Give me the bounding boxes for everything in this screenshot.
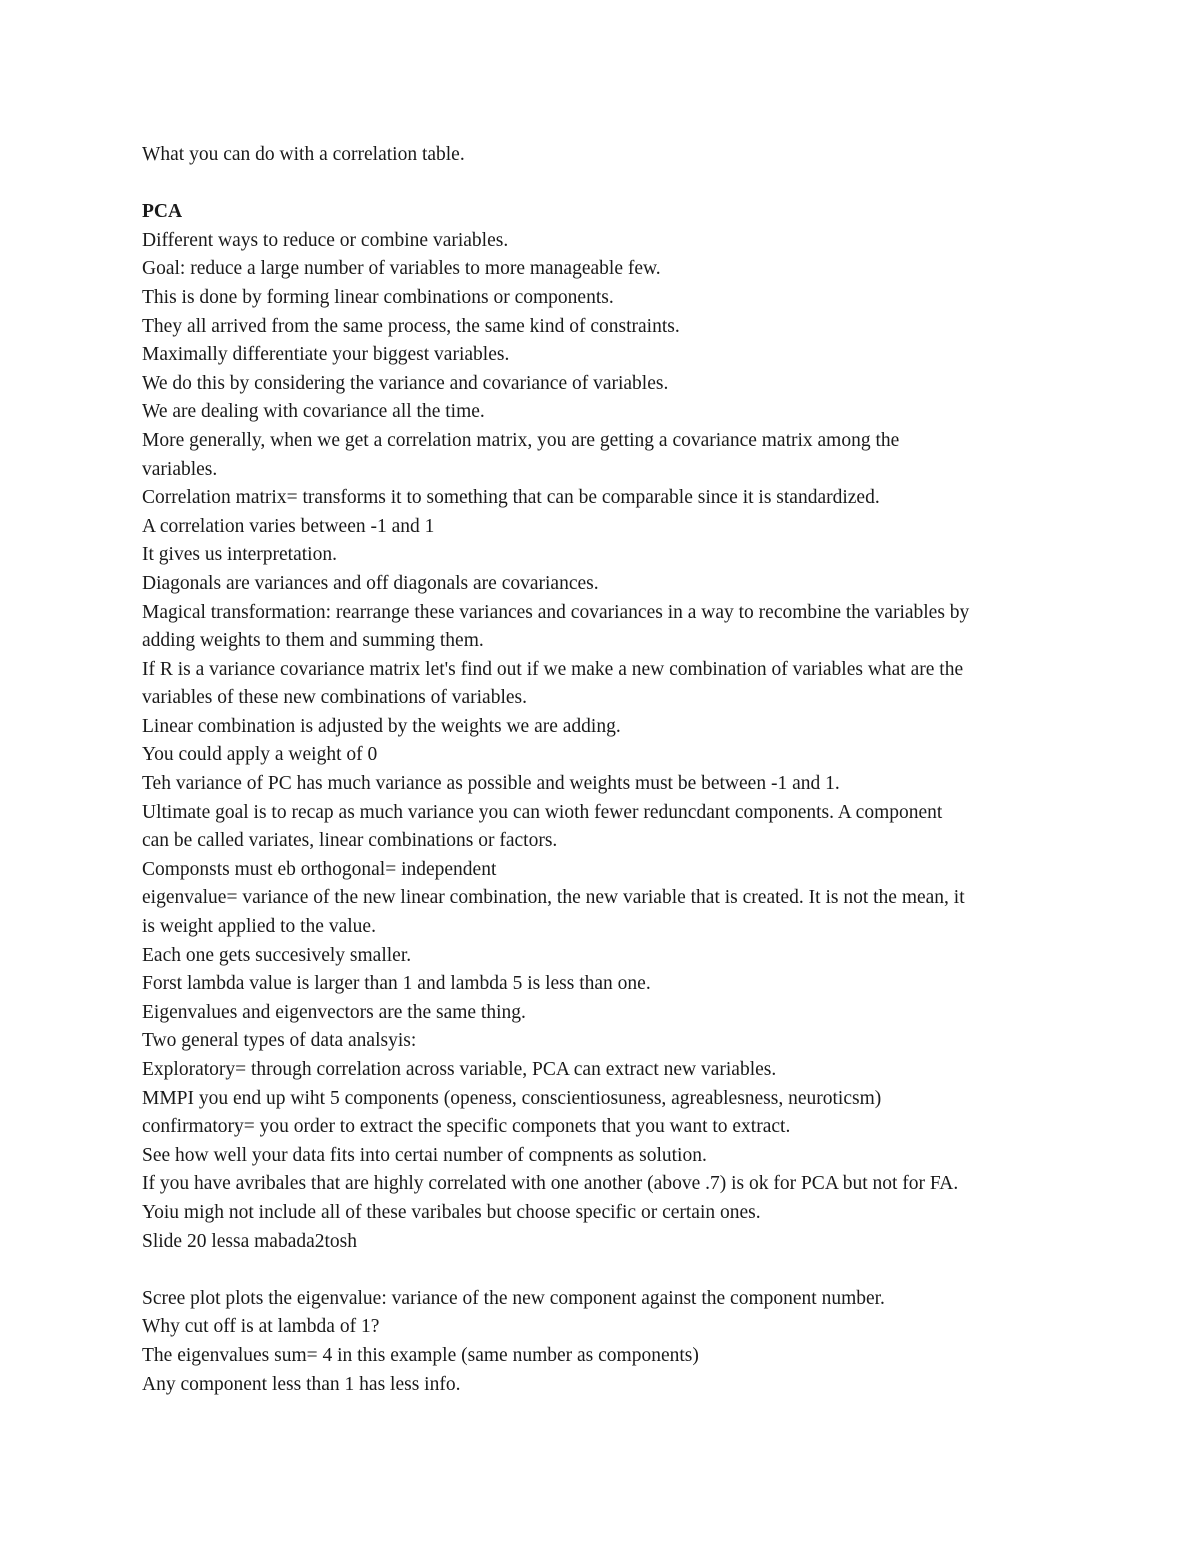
text-line: adding weights to them and summing them.	[142, 630, 484, 652]
text-line: Different ways to reduce or combine variables.	[142, 229, 509, 251]
text-line: MMPI you end up wiht 5 components (openess, conscientiosuness, agreablesness, neuroticsm)	[142, 1087, 882, 1109]
text-line: variables.	[142, 458, 218, 480]
intro-line: What you can do with a correlation table.	[142, 144, 465, 165]
text-line: is weight applied to the value.	[142, 916, 376, 938]
text-line: Eigenvalues and eigenvectors are the same thing.	[142, 1001, 526, 1023]
text-line: Why cut off is at lambda of 1?	[142, 1316, 380, 1338]
text-line: A correlation varies between -1 and 1	[142, 515, 435, 537]
text-line: Yoiu migh not include all of these varibales but choose specific or certain ones.	[142, 1201, 761, 1223]
text-line: Correlation matrix= transforms it to something that can be comparable since it is standardized.	[142, 487, 880, 509]
section-scree-notes	[142, 1285, 1082, 1399]
text-line: Any component less than 1 has less info.	[142, 1373, 461, 1395]
text-line: If R is a variance covariance matrix let's find out if we make a new combination of variables what are the	[142, 658, 964, 680]
section-pca-notes	[142, 227, 1082, 1256]
text-line: We are dealing with covariance all the time.	[142, 401, 485, 423]
text-line: More generally, when we get a correlation matrix, you are getting a covariance matrix among the	[142, 429, 900, 451]
text-line: Magical transformation: rearrange these variances and covariances in a way to recombine the variables by	[142, 601, 970, 623]
text-line: This is done by forming linear combinations or components.	[142, 286, 614, 308]
text-line: Componsts must eb orthogonal= independent	[142, 858, 497, 880]
text-line: You could apply a weight of 0	[142, 744, 378, 766]
text-line: They all arrived from the same process, the same kind of constraints.	[142, 315, 680, 337]
text-line: Goal: reduce a large number of variables to more manageable few.	[142, 258, 661, 280]
blank-line	[142, 170, 1082, 199]
text-line: We do this by considering the variance and covariance of variables.	[142, 372, 669, 394]
text-line: Forst lambda value is larger than 1 and lambda 5 is less than one.	[142, 973, 651, 995]
text-line: It gives us interpretation.	[142, 544, 337, 566]
text-line: Linear combination is adjusted by the weights we are adding.	[142, 715, 621, 737]
text-line: variables of these new combinations of variables.	[142, 687, 528, 709]
text-line: Teh variance of PC has much variance as possible and weights must be between -1 and 1.	[142, 773, 840, 795]
text-line: Exploratory= through correlation across variable, PCA can extract new variables.	[142, 1059, 777, 1080]
text-line: Two general types of data analsyis:	[142, 1030, 417, 1052]
text-line: Each one gets succesively smaller.	[142, 944, 412, 966]
text-line: Slide 20 lessa mabada2tosh	[142, 1230, 358, 1252]
text-line: confirmatory= you order to extract the specific componets that you want to extract.	[142, 1116, 791, 1138]
text-line: can be called variates, linear combinations or factors.	[142, 830, 558, 852]
blank-line	[142, 1256, 1082, 1285]
text-line: Diagonals are variances and off diagonals are covariances.	[142, 572, 599, 594]
text-line: Ultimate goal is to recap as much variance you can wioth fewer reduncdant components. A component	[142, 801, 943, 823]
document-body	[142, 141, 1082, 1399]
text-line: Maximally differentiate your biggest variables.	[142, 344, 510, 366]
text-line: eigenvalue= variance of the new linear combination, the new variable that is created. It is not the mean, it	[142, 887, 965, 909]
text-line: See how well your data fits into certai number of compnents as solution.	[142, 1144, 707, 1166]
text-line: The eigenvalues sum= 4 in this example (same number as components)	[142, 1344, 699, 1366]
text-line: If you have avribales that are highly correlated with one another (above .7) is ok for PCA but not for FA.	[142, 1173, 959, 1195]
section-heading: PCA	[142, 201, 183, 223]
text-line: Scree plot plots the eigenvalue: variance of the new component against the component number.	[142, 1287, 885, 1309]
